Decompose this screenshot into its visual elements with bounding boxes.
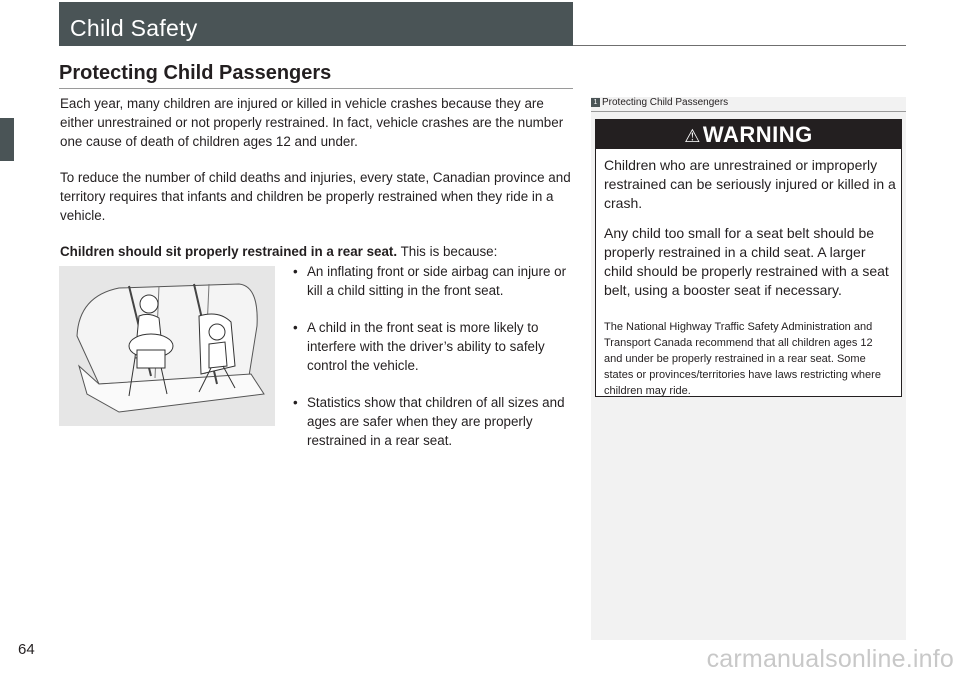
- sidebar-rule: [591, 111, 906, 112]
- rear-seat-illustration-svg: [59, 266, 275, 426]
- rear-seat-rest: This is because:: [397, 244, 498, 259]
- section-header: [59, 2, 573, 46]
- watermark: carmanualsonline.info: [706, 645, 954, 673]
- bullet-text: An inflating front or side airbag can injure or kill a child sitting in the front seat.: [307, 264, 567, 298]
- rear-seat-illustration: [59, 266, 275, 426]
- warning-banner: [596, 120, 901, 149]
- bullet-icon: •: [293, 264, 298, 279]
- section-title: Child Safety: [70, 15, 198, 41]
- paragraph-laws: To reduce the number of child deaths and injuries, every state, Canadian province and territory requires that infants and children be properly restrained when they ride in a vehicle.: [60, 170, 571, 223]
- sidebar-note: The National Highway Traffic Safety Administration and Transport Canada recommend that all children ages 12 and under be properly restrained in a rear seat. Some states or provinces/territories have laws restricting where children may ride.: [604, 321, 881, 397]
- reference-mark-icon: 1: [591, 98, 600, 107]
- list-item: [293, 318, 583, 375]
- page-number: 64: [18, 641, 35, 658]
- subsection-title: Protecting Child Passengers: [59, 62, 332, 84]
- bullet-text: Statistics show that children of all sizes and ages are safer when they are properly restrained in a rear seat.: [307, 395, 565, 448]
- subsection-rule: [59, 88, 573, 89]
- warning-text-1: Children who are unrestrained or improperly restrained can be seriously injured or killed in a crash.: [604, 157, 896, 211]
- list-item: [293, 393, 583, 450]
- reasons-list: [293, 262, 583, 468]
- sidebar-heading: [591, 97, 906, 111]
- warning-triangle-icon: ⚠: [684, 126, 701, 146]
- bullet-text: A child in the front seat is more likely to interfere with the driver’s ability to safely control the vehicle.: [307, 320, 545, 373]
- bullet-icon: •: [293, 320, 298, 335]
- paragraph-rear-seat: [60, 242, 575, 261]
- sidebar-notes: [591, 97, 906, 640]
- side-tab-marker: [0, 118, 14, 161]
- header-rule: [573, 45, 906, 46]
- paragraph-intro: Each year, many children are injured or killed in vehicle crashes because they are either unrestrained or not properly restrained. In fact, vehicle crashes are the number one cause of death of children ages 12 and under.: [60, 96, 564, 149]
- list-item: [293, 262, 583, 300]
- bullet-icon: •: [293, 395, 298, 410]
- warning-text-2: Any child too small for a seat belt should be properly restrained in a child seat. A larger child should be properly restrained with a seat belt, using a booster seat if necessary.: [604, 225, 889, 298]
- sidebar-heading-text: Protecting Child Passengers: [602, 97, 729, 108]
- warning-label: WARNING: [702, 122, 813, 147]
- rear-seat-bold: Children should sit properly restrained in a rear seat.: [60, 244, 398, 259]
